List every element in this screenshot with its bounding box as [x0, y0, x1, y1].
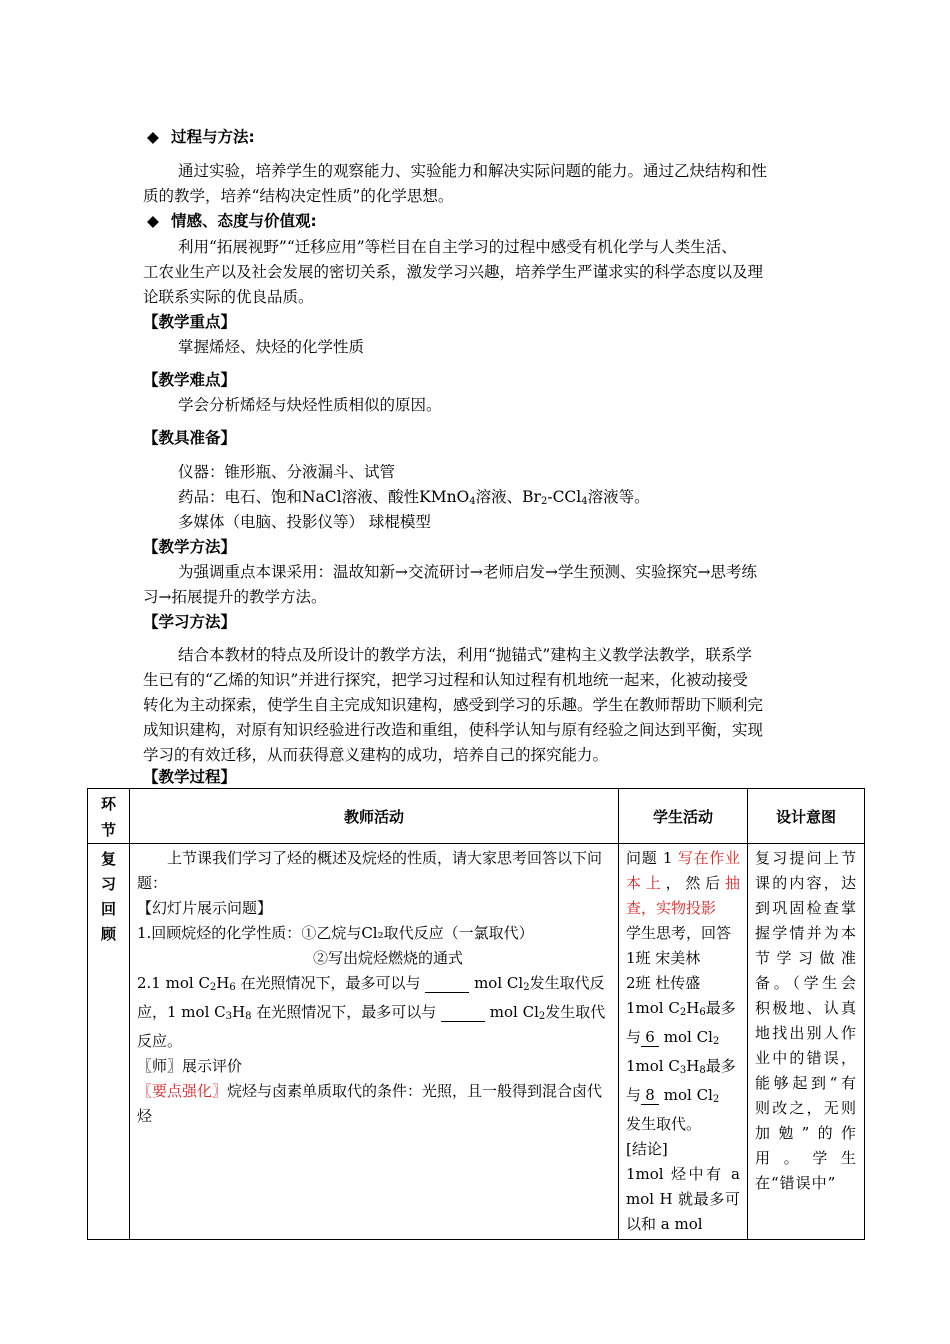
table-header-row [88, 789, 865, 844]
paragraph-line: 习→拓展提升的教学方法。 [143, 588, 327, 606]
blank-line [425, 974, 469, 993]
paragraph-line: 学习的有效迁移，从而获得意义建构的成功，培养自己的探究能力。 [143, 746, 609, 764]
paragraph-line: 工农业生产以及社会发展的密切关系，激发学习兴趣，培养学生严谨求实的科学态度以及理 [143, 263, 764, 281]
paragraph-line: 质的教学，培养“结构决定性质”的化学思想。 [143, 187, 454, 205]
paragraph-line: 论联系实际的优良品质。 [143, 288, 314, 306]
section-heading-teaching-method: 【教学方法】 [143, 538, 237, 556]
teacher-activity-cell: 上节课我们学习了烃的概述及烷烃的性质，请大家思考回答以下问题： 【幻灯片展示问题】 1.回顾烷烃的化学性质：①乙烷与Cl₂取代反应（一氯取代） ②写出烷烃燃烧的通式 2.1 mol $C_2H_6$ 在光照情况下，最多可以与 mol $Cl_2$发生取代反应，1 mol $C_3H_8$ 在光照情况下，最多可以与 mol $Cl_2$发生取代反应。 〖师〗展示评价 〖要点强化〗烷烃与卤素单质取代的条件：光照，且一般得到混合卤代烃 [130, 844, 619, 1240]
student-activity-cell: 问题 1 写在作业本上，然后抽查，实物投影 学生思考，回答 1班 宋美林 2班 杜传盛 1mol $C_2H_6$最多 与 6 mol $Cl_2$ 1mol $C_3H_8$最多 与 8 mol $Cl_2$ 发生取代。 [结论] 1mol 烃中有 a mol H 就最多可以和 a mol [619, 844, 748, 1240]
blank-line [441, 1003, 485, 1022]
paragraph-line: 掌握烯烃、炔烃的化学性质 [178, 338, 365, 356]
section-heading-attitude: ◆ 情感、态度与价值观: [147, 212, 317, 230]
paragraph-line: 转化为主动探索，使学生自主完成知识建构，感受到学习的乐趣。学生在教师帮助下顺利完 [143, 696, 764, 714]
section-cell: 复 习 回 顾 [88, 844, 130, 1240]
paragraph-line: 多媒体（电脑、投影仪等） 球棍模型 [178, 513, 431, 531]
teaching-process-table [87, 788, 865, 1240]
header-section: 环 节 [88, 789, 130, 844]
paragraph-line: 学会分析烯烃与炔烃性质相似的原因。 [178, 396, 442, 414]
header-student-activity: 学生活动 [619, 789, 748, 844]
paragraph-line: 仪器：锥形瓶、分液漏斗、试管 [178, 463, 396, 481]
section-heading-process-method: ◆ 过程与方法: [147, 128, 255, 146]
header-teacher-activity: 教师活动 [130, 789, 619, 844]
paragraph-line: 结合本教材的特点及所设计的教学方法，利用“抛锚式”建构主义教学法教学，联系学 [178, 646, 752, 664]
paragraph-line: 为强调重点本课采用：温故知新→交流研讨→老师启发→学生预测、实验探究→思考练 [178, 563, 757, 581]
section-heading-teaching-process: 【教学过程】 [143, 768, 237, 786]
section-heading-learning-method: 【学习方法】 [143, 613, 237, 631]
table-row [88, 844, 865, 1240]
diamond-bullet-icon: ◆ [147, 128, 159, 146]
section-heading-key-points: 【教学重点】 [143, 313, 237, 331]
diamond-bullet-icon: ◆ [147, 212, 159, 230]
section-heading-equipment: 【教具准备】 [143, 429, 237, 447]
paragraph-line: 利用“拓展视野”“迁移应用”等栏目在自主学习的过程中感受有机化学与人类生活、 [178, 238, 737, 256]
key-point-tag: 〖要点强化〗 [137, 1082, 228, 1100]
paragraph-line: 成知识建构，对原有知识经验进行改造和重组，使科学认知与原有经验之间达到平衡，实现 [143, 721, 764, 739]
paragraph-line: 药品：电石、饱和NaCl溶液、酸性KMnO$_4$溶液、$Br_2-CCl_4$溶液等。 [178, 488, 650, 507]
design-intent-cell: 复习提问上节课的内容，达到巩固检查掌握学情并为本节学习做准备。（学生会积极地、认真地找出别人作业中的错误，能够起到“有则改之，无则加勉”的作用。学生在“错误中” [748, 844, 865, 1240]
section-heading-difficulties: 【教学难点】 [143, 371, 237, 389]
header-design-intent: 设计意图 [748, 789, 865, 844]
paragraph-line: 通过实验，培养学生的观察能力、实验能力和解决实际问题的能力。通过乙炔结构和性 [178, 162, 768, 180]
paragraph-line: 生已有的“乙烯的知识”并进行探究，把学习过程和认知过程有机地统一起来，化被动接受 [143, 671, 748, 689]
